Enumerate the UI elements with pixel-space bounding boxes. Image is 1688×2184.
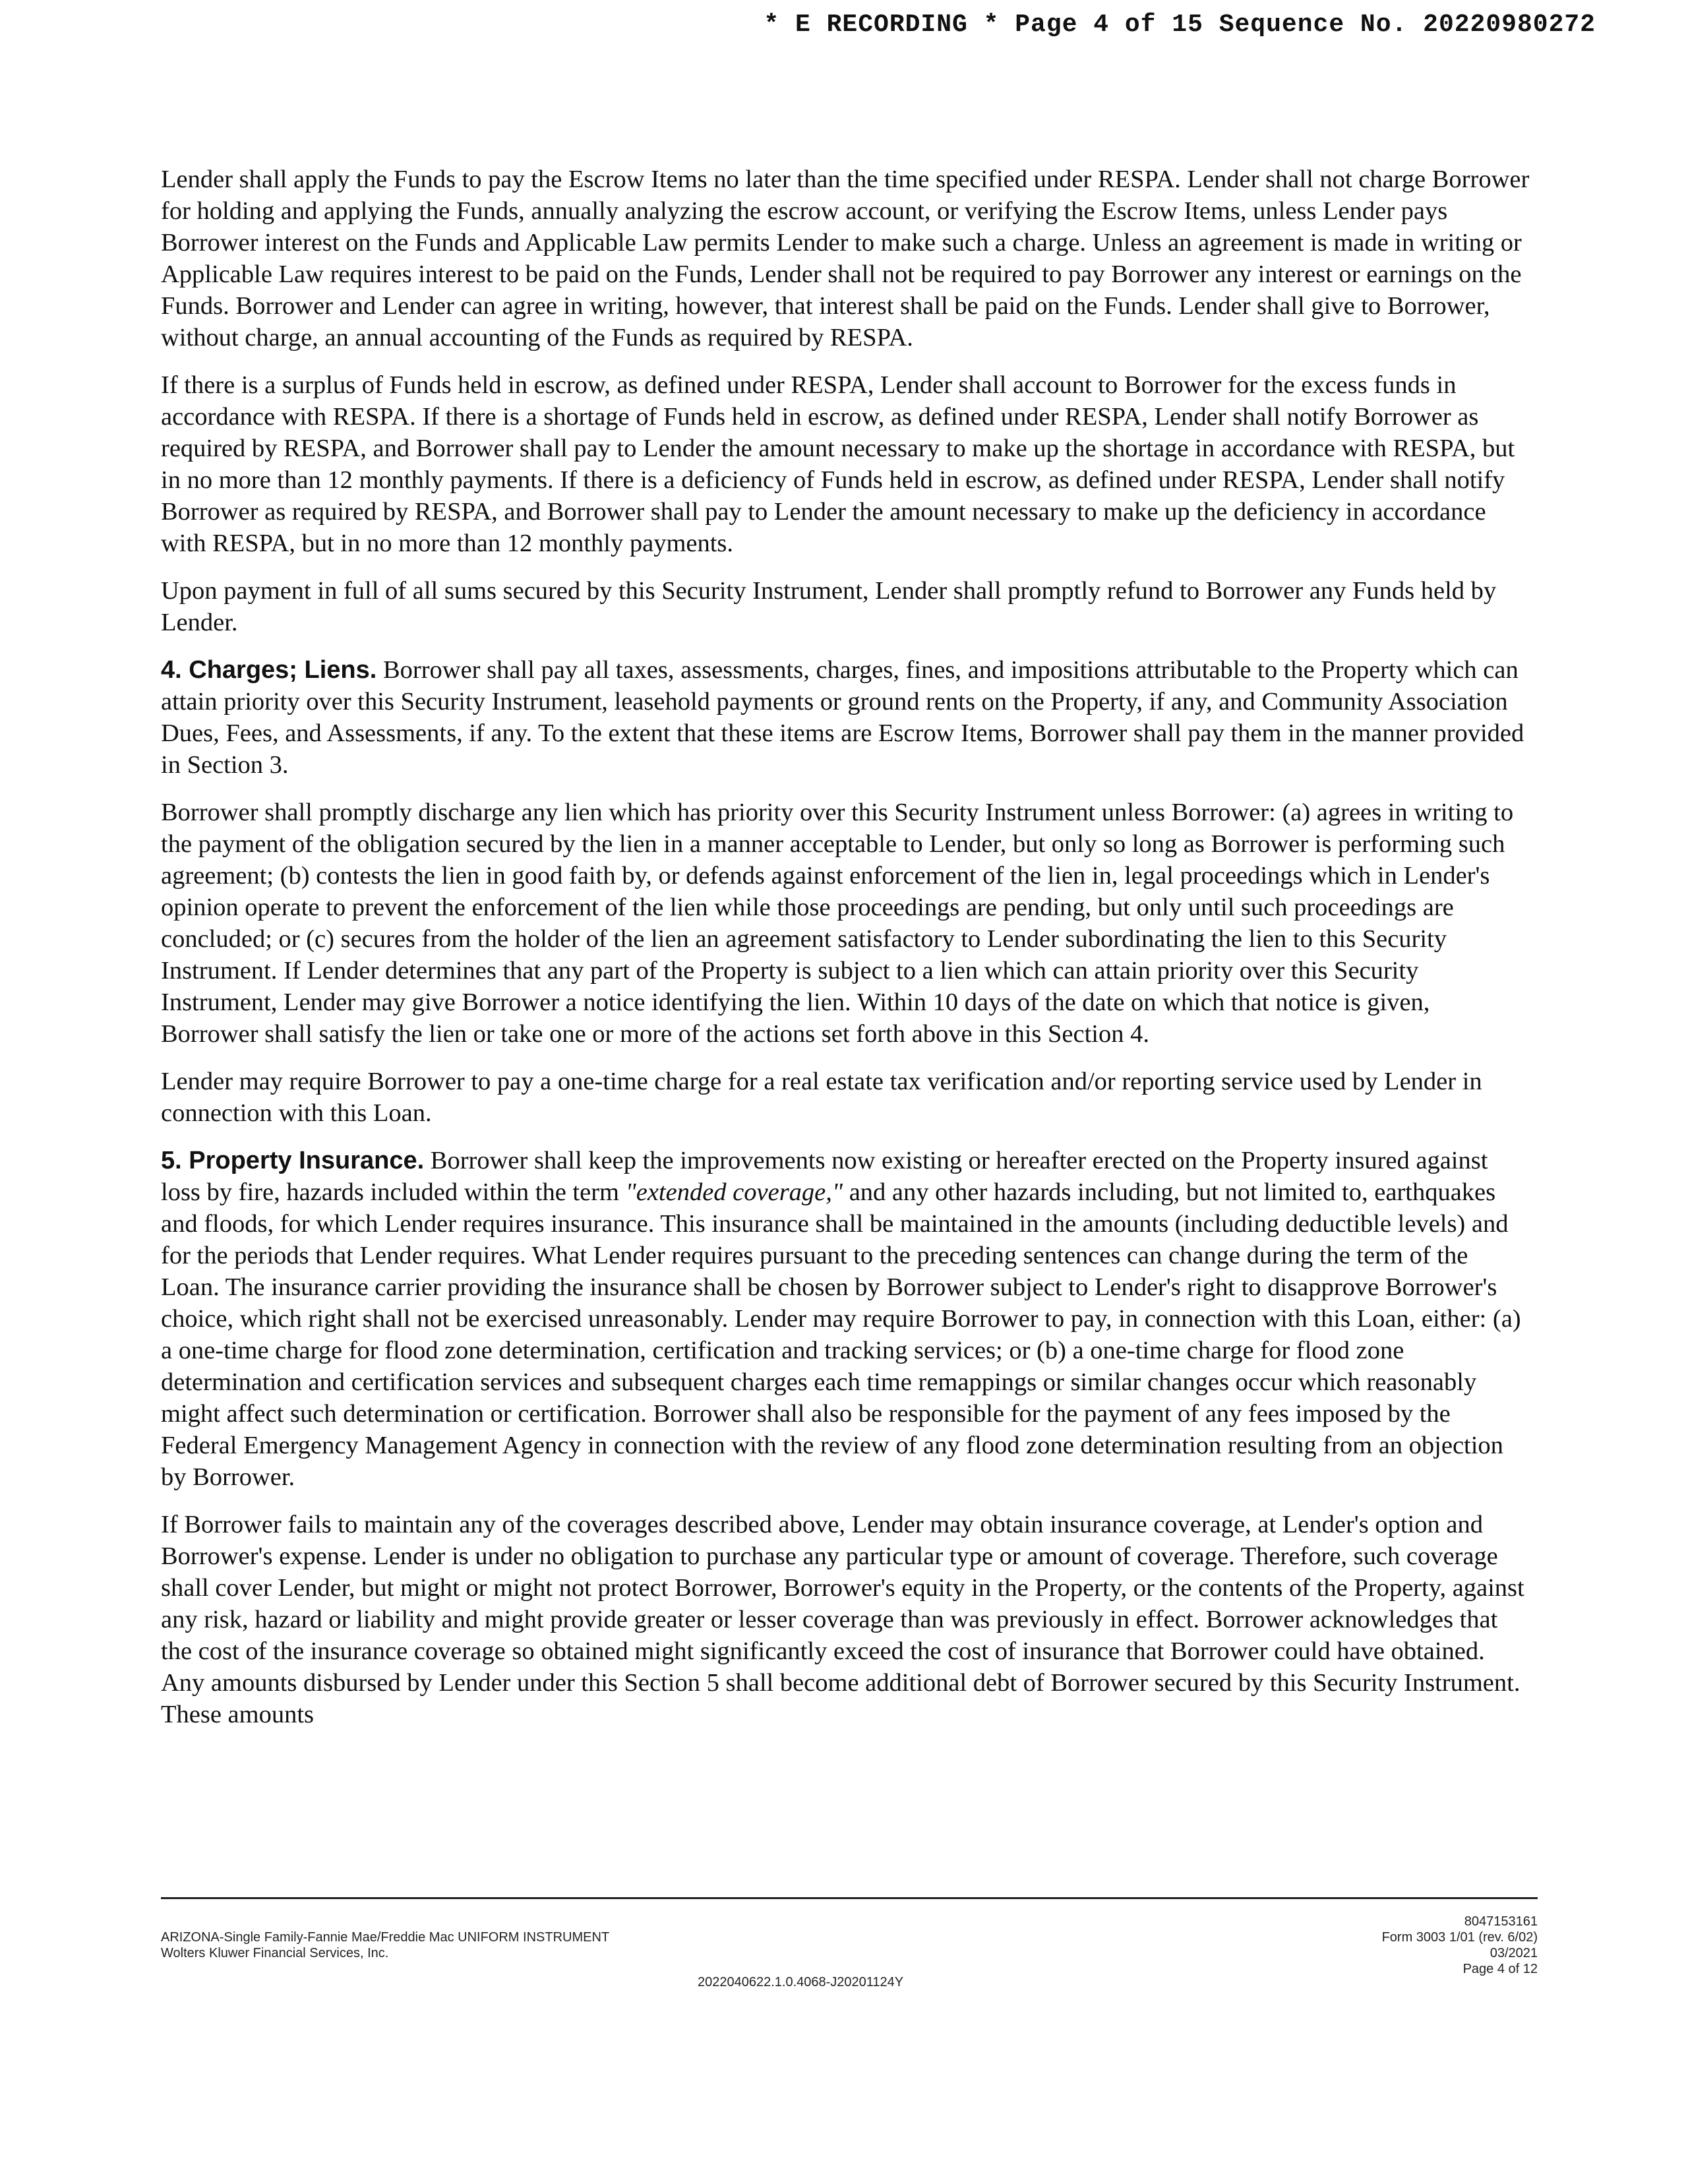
section-5-property-insurance	[161, 1145, 1532, 1493]
paragraph-coverage-failure: If Borrower fails to maintain any of the coverages described above, Lender may obtain insurance coverage, at Lender's option and Borrower's expense. Lender is under no obligation to purchase any particular type or amount of coverage. Therefore, such coverage shall cover Lender, but might or might not protect Borrower, Borrower's equity in the Property, or the contents of the Property, against any risk, hazard or liability and might provide greater or lesser coverage than was previously in effect. Borrower acknowledges that the cost of the insurance coverage so obtained might significantly exceed the cost of insurance that Borrower could have obtained. Any amounts disbursed by Lender under this Section 5 shall become additional debt of Borrower secured by this Security Instrument. These amounts	[161, 1511, 1524, 1728]
section-4-text: Borrower shall pay all taxes, assessments, charges, fines, and impositions attributable to the Property which can attain priority over this Security Instrument, leasehold payments or ground rents on the Property, if any, and Community Association Dues, Fees, and Assessments, if any. To the extent that these items are Escrow Items, Borrower shall pay them in the manner provided in Section 3.	[161, 656, 1524, 779]
footer-right-block	[1382, 1914, 1538, 1977]
document-body	[161, 164, 1532, 1746]
footer-loan-number: 8047153161	[1464, 1914, 1538, 1929]
paragraph-escrow-surplus: If there is a surplus of Funds held in escrow, as defined under RESPA, Lender shall account to Borrower for the excess funds in accordance with RESPA. If there is a shortage of Funds held in escrow, as defined under RESPA, Lender shall notify Borrower as required by RESPA, and Borrower shall pay to Lender the amount necessary to make up the shortage in accordance with RESPA, but in no more than 12 monthly payments. If there is a deficiency of Funds held in escrow, as defined under RESPA, Lender shall notify Borrower as required by RESPA, and Borrower shall pay to Lender the amount necessary to make up the deficiency in accordance with RESPA, but in no more than 12 monthly payments.	[161, 371, 1515, 557]
section-5-term: "extended coverage,"	[625, 1178, 843, 1206]
section-5-text-b: and any other hazards including, but not limited to, earthquakes and floods, for which Lender requires insurance. This insurance shall be maintained in the amounts (including deductible levels) and for the periods that Lender requires. What Lender requires pursuant to the preceding sentences can change during the term of the Loan. The insurance carrier providing the insurance shall be chosen by Borrower subject to Lender's right to disapprove Borrower's choice, which right shall not be exercised unreasonably. Lender may require Borrower to pay, in connection with this Loan, either: (a) a one-time charge for flood zone determination, certification and tracking services; or (b) a one-time charge for flood zone determination and certification services and subsequent charges each time remappings or similar changes occur which reasonably might affect such determination or certification. Borrower shall also be responsible for the payment of any fees imposed by the Federal Emergency Management Agency in connection with the review of any flood zone determination resulting from an objection by Borrower.	[161, 1178, 1521, 1491]
footer-left-block	[161, 1929, 609, 1961]
section-4-charges-liens	[161, 654, 1532, 781]
paragraph-escrow-application: Lender shall apply the Funds to pay the Escrow Items no later than the time specified under RESPA. Lender shall not charge Borrower for holding and applying the Funds, annually analyzing the escrow account, or verifying the Escrow Items, unless Lender pays Borrower interest on the Funds and Applicable Law permits Lender to make such a charge. Unless an agreement is made in writing or Applicable Law requires interest to be paid on the Funds, Lender shall not be required to pay Borrower any interest or earnings on the Funds. Borrower and Lender can agree in writing, however, that interest shall be paid on the Funds. Lender shall give to Borrower, without charge, an annual accounting of the Funds as required by RESPA.	[161, 166, 1530, 351]
footer-publisher: Wolters Kluwer Financial Services, Inc.	[161, 1946, 389, 1960]
recording-stamp: * E RECORDING * Page 4 of 15 Sequence No. 20220980272	[764, 11, 1596, 39]
footer-doc-code: 2022040622.1.0.4068-J20201124Y	[698, 1975, 904, 1989]
paragraph-tax-verification: Lender may require Borrower to pay a one-time charge for a real estate tax verification and/or reporting service used by Lender in connection with this Loan.	[161, 1068, 1482, 1127]
footer-revision-date: 03/2021	[1490, 1946, 1538, 1960]
footer-form-title: ARIZONA-Single Family-Fannie Mae/Freddie Mac UNIFORM INSTRUMENT	[161, 1930, 610, 1945]
paragraph-refund: Upon payment in full of all sums secured by this Security Instrument, Lender shall promptly refund to Borrower any Funds held by Lender.	[161, 577, 1497, 636]
section-5-heading: 5. Property Insurance.	[161, 1147, 425, 1174]
section-4-heading: 4. Charges; Liens.	[161, 656, 377, 684]
footer-page-label: Page 4 of 12	[1462, 1962, 1538, 1976]
section-5-text-a: Borrower shall keep the improvements now existing or hereafter erected on the Property insured against loss by fire, hazards included within the term	[161, 1147, 1488, 1206]
paragraph-lien-discharge: Borrower shall promptly discharge any lien which has priority over this Security Instrument unless Borrower: (a) agrees in writing to the payment of the obligation secured by the lien in a manner acceptable to Lender, but only so long as Borrower is performing such agreement; (b) contests the lien in good faith by, or defends against enforcement of the lien in, legal proceedings which in Lender's opinion operate to prevent the enforcement of the lien while those proceedings are pending, but only until such proceedings are concluded; or (c) secures from the holder of the lien an agreement satisfactory to Lender subordinating the lien to this Security Instrument. If Lender determines that any part of the Property is subject to a lien which can attain priority over this Security Instrument, Lender may give Borrower a notice identifying the lien. Within 10 days of the date on which that notice is given, Borrower shall satisfy the lien or take one or more of the actions set forth above in this Section 4.	[161, 799, 1514, 1048]
footer-divider	[161, 1897, 1538, 1899]
footer-form-number: Form 3003 1/01 (rev. 6/02)	[1381, 1930, 1538, 1945]
